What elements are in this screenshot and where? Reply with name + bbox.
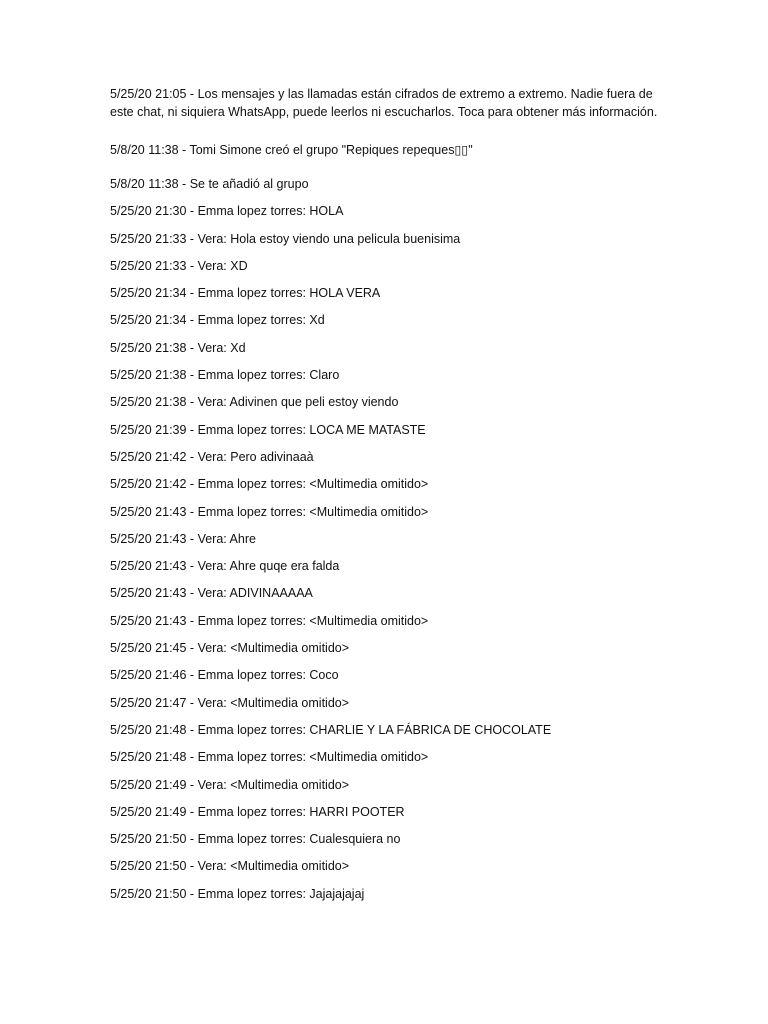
chat-line: 5/25/20 21:49 - Emma lopez torres: HARRI POOTER — [110, 804, 405, 819]
chat-line: 5/25/20 21:43 - Emma lopez torres: <Multimedia omitido> — [110, 613, 429, 628]
chat-line: 5/25/20 21:33 - Vera: Hola estoy viendo una pelicula buenisima — [110, 231, 461, 246]
chat-line: 5/25/20 21:43 - Vera: Ahre — [110, 531, 256, 546]
chat-line: 5/25/20 21:48 - Emma lopez torres: CHARLIE Y LA FÁBRICA DE CHOCOLATE — [110, 722, 552, 737]
chat-line: 5/25/20 21:42 - Vera: Pero adivinaaà — [110, 449, 314, 464]
chat-line: 5/25/20 21:43 - Vera: ADIVINAAAAA — [110, 586, 313, 601]
chat-line: 5/25/20 21:50 - Emma lopez torres: Jajajajajaj — [110, 886, 365, 901]
chat-line: 5/25/20 21:34 - Emma lopez torres: Xd — [110, 313, 325, 328]
chat-line: 5/25/20 21:39 - Emma lopez torres: LOCA ME MATASTE — [110, 422, 426, 437]
chat-line: 5/25/20 21:33 - Vera: XD — [110, 258, 248, 273]
chat-line: 5/25/20 21:50 - Vera: <Multimedia omitido> — [110, 859, 350, 874]
chat-line: 5/25/20 21:34 - Emma lopez torres: HOLA VERA — [110, 286, 381, 301]
chat-line: 5/25/20 21:43 - Vera: Ahre quqe era falda — [110, 559, 340, 574]
chat-line: 5/25/20 21:49 - Vera: <Multimedia omitido> — [110, 777, 350, 792]
chat-line: 5/25/20 21:50 - Emma lopez torres: Cualesquiera no — [110, 832, 401, 847]
chat-line: 5/25/20 21:43 - Emma lopez torres: <Multimedia omitido> — [110, 504, 429, 519]
chat-line: 5/25/20 21:30 - Emma lopez torres: HOLA — [110, 204, 344, 219]
chat-line: 5/25/20 21:38 - Emma lopez torres: Claro — [110, 368, 340, 383]
chat-line: 5/25/20 21:42 - Emma lopez torres: <Multimedia omitido> — [110, 477, 429, 492]
chat-line: 5/25/20 21:47 - Vera: <Multimedia omitido> — [110, 695, 350, 710]
chat-line: 5/8/20 11:38 - Se te añadió al grupo — [110, 177, 309, 191]
chat-line: 5/25/20 21:38 - Vera: Adivinen que peli estoy viendo — [110, 395, 399, 410]
chat-line: 5/25/20 21:46 - Emma lopez torres: Coco — [110, 668, 339, 683]
chat-line: 5/25/20 21:38 - Vera: Xd — [110, 340, 246, 355]
chat-line: 5/25/20 21:48 - Emma lopez torres: <Multimedia omitido> — [110, 750, 429, 765]
chat-export-page — [110, 85, 670, 912]
group-created-line: 5/8/20 11:38 - Tomi Simone creó el grupo "Repiques repeques▯▯" — [110, 143, 473, 157]
encryption-notice: 5/25/20 21:05 - Los mensajes y las llamadas están cifrados de extremo a extremo. Nadie fuera de este chat, ni siquiera WhatsApp, puede leerlos ni escucharlos. Toca para obtener más información. — [110, 87, 658, 119]
chat-line: 5/25/20 21:45 - Vera: <Multimedia omitido> — [110, 641, 350, 656]
